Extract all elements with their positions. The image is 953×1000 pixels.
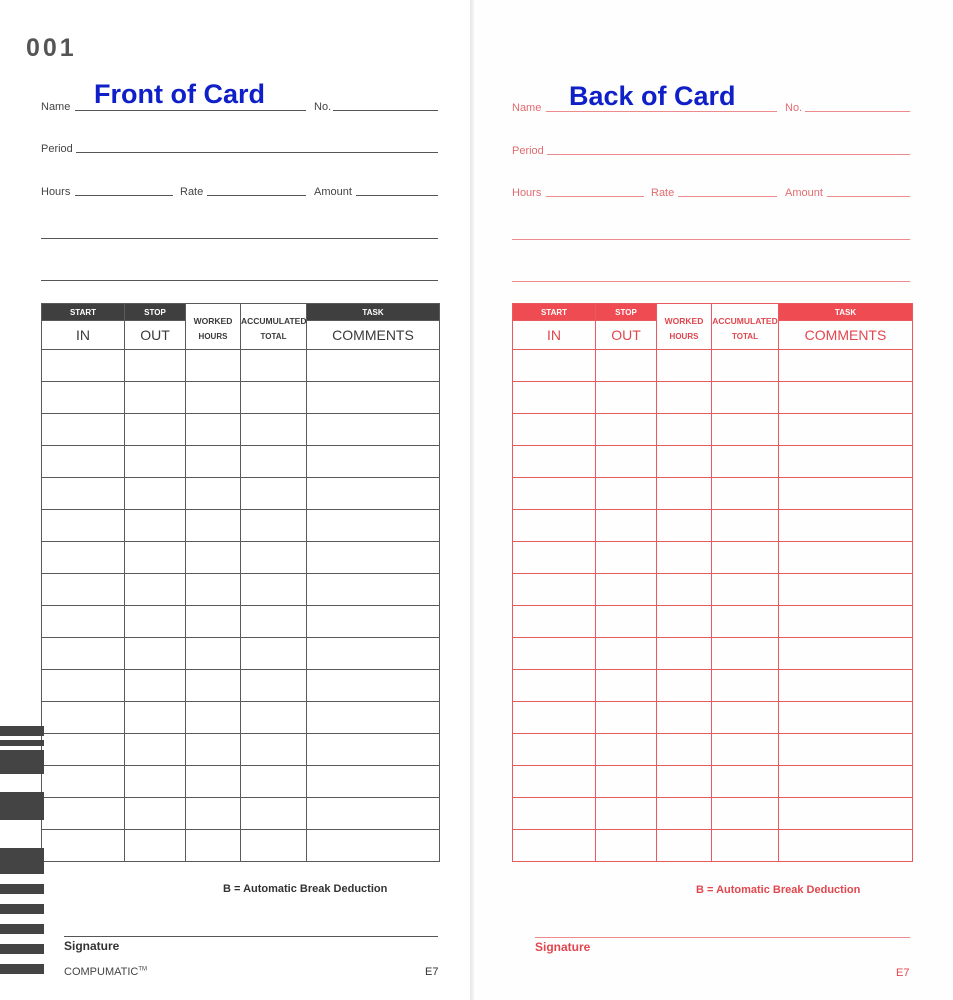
period-label: Period [512,145,544,157]
table-row [42,798,440,830]
hours-col-label: HOURS [669,332,699,341]
table-row [42,734,440,766]
time-cell [241,542,307,574]
out-header: OUT [125,321,186,350]
table-row [42,606,440,638]
time-cell [42,670,125,702]
hours-line [546,196,644,197]
form-code: E7 [425,966,439,978]
time-cell [779,606,913,638]
time-cell [513,542,596,574]
accumulated-label: ACCUMULATED [712,316,778,326]
time-cell [241,702,307,734]
no-label: No. [314,101,332,113]
time-cell [307,798,440,830]
time-cell [596,734,657,766]
table-row [513,606,913,638]
time-cell [186,606,241,638]
time-cell [186,734,241,766]
time-cell [241,798,307,830]
time-cell [186,542,241,574]
time-cell [657,510,712,542]
time-cell [307,670,440,702]
time-cell [657,446,712,478]
out-header: OUT [596,321,657,350]
accumulated-total-header [241,304,307,350]
time-cell [42,574,125,606]
time-cell [125,510,186,542]
time-cell [779,574,913,606]
amount-label: Amount [785,187,823,199]
blank-line-2 [512,281,910,282]
time-cell [307,478,440,510]
back-table-body [513,350,913,862]
time-cell [241,638,307,670]
total-col-label: TOTAL [260,332,287,341]
time-cell [779,542,913,574]
time-cell [779,670,913,702]
time-cell [186,350,241,382]
table-row [513,670,913,702]
time-cell [513,382,596,414]
form-code: E7 [896,967,910,979]
time-cell [712,734,779,766]
name-label: Name [41,101,71,113]
time-cell [241,574,307,606]
time-cell [241,446,307,478]
no-line [805,111,910,112]
time-cell [125,478,186,510]
time-cell [513,414,596,446]
table-row [42,350,440,382]
in-header: IN [513,321,596,350]
time-cell [241,606,307,638]
comments-header: COMMENTS [307,321,440,350]
signature-line [64,936,438,937]
time-cell [712,574,779,606]
stop-header: STOP [596,304,657,321]
task-header: TASK [307,304,440,321]
time-cell [307,830,440,862]
table-row [513,638,913,670]
time-cell [186,382,241,414]
front-time-table [41,303,440,862]
time-cell [241,414,307,446]
front-table-body [42,350,440,862]
time-cell [513,606,596,638]
stop-header: STOP [125,304,186,321]
time-cell [186,574,241,606]
table-row [513,734,913,766]
table-row [513,542,913,574]
period-label: Period [41,143,73,155]
time-cell [42,414,125,446]
time-cell [307,606,440,638]
time-cell [186,670,241,702]
worked-hours-header [186,304,241,350]
worked-label: WORKED [193,316,233,326]
time-cell [42,734,125,766]
time-cell [657,638,712,670]
hours-label: Hours [512,187,542,199]
time-cell [596,414,657,446]
time-cell [125,766,186,798]
table-row [42,830,440,862]
time-cell [125,702,186,734]
time-cell [241,766,307,798]
time-cell [186,766,241,798]
time-cell [513,446,596,478]
time-cell [241,350,307,382]
time-cell [241,734,307,766]
table-row [42,702,440,734]
time-cell [241,510,307,542]
time-cell [596,766,657,798]
time-cell [712,382,779,414]
name-label: Name [512,102,542,114]
time-cell [513,830,596,862]
amount-line [356,195,438,196]
serial-number: 001 [26,34,77,62]
time-cell [779,798,913,830]
time-cell [596,574,657,606]
amount-line [827,196,910,197]
time-cell [779,734,913,766]
time-cell [513,670,596,702]
time-cell [779,830,913,862]
time-cell [712,510,779,542]
rate-label: Rate [180,186,204,198]
time-cell [712,830,779,862]
time-cell [42,766,125,798]
time-cell [712,478,779,510]
table-row [42,542,440,574]
time-cell [657,830,712,862]
name-line [75,110,306,111]
time-cell [712,446,779,478]
time-cell [125,542,186,574]
table-row [42,510,440,542]
table-row [513,446,913,478]
comments-header: COMMENTS [779,321,913,350]
time-cell [307,542,440,574]
time-cell [657,478,712,510]
table-row [42,766,440,798]
time-cell [42,478,125,510]
no-label: No. [785,102,803,114]
time-cell [307,446,440,478]
period-line [547,154,910,155]
task-header: TASK [779,304,913,321]
time-cell [712,606,779,638]
table-row [513,350,913,382]
time-cell [779,478,913,510]
time-cell [712,542,779,574]
in-header: IN [42,321,125,350]
time-cell [779,510,913,542]
table-row [513,510,913,542]
time-cell [657,414,712,446]
time-cell [513,478,596,510]
worked-label: WORKED [664,316,704,326]
back-time-table [512,303,913,862]
time-cell [712,798,779,830]
time-cell [42,446,125,478]
time-cell [596,350,657,382]
time-cell [712,670,779,702]
table-row [42,446,440,478]
time-cell [596,702,657,734]
hours-line [75,195,173,196]
time-cell [513,734,596,766]
time-cell [186,830,241,862]
back-card-title: Back of Card [569,81,736,111]
time-cell [596,798,657,830]
total-col-label: TOTAL [732,332,758,341]
time-cell [596,830,657,862]
blank-line-1 [41,238,438,239]
time-cell [596,446,657,478]
time-cell [657,382,712,414]
table-row [513,414,913,446]
signature-label: Signature [535,940,591,954]
time-cell [779,382,913,414]
time-cell [42,702,125,734]
time-cell [596,638,657,670]
time-cell [125,798,186,830]
time-cell [779,446,913,478]
time-cell [657,606,712,638]
start-header: START [42,304,125,321]
time-cell [42,638,125,670]
time-cell [125,382,186,414]
name-line [546,111,777,112]
time-cell [125,670,186,702]
time-cell [779,638,913,670]
table-row [513,382,913,414]
time-cell [596,606,657,638]
no-line [333,110,438,111]
time-cell [42,350,125,382]
time-cell [42,830,125,862]
table-row [513,798,913,830]
time-cell [125,446,186,478]
time-cell [42,542,125,574]
time-cell [513,574,596,606]
table-row [513,830,913,862]
signature-line [535,937,910,938]
brand-name: COMPUMATIC™ [64,966,148,978]
time-cell [596,542,657,574]
front-card-title: Front of Card [94,79,265,109]
time-cell [125,350,186,382]
time-cell [307,350,440,382]
time-cell [186,638,241,670]
time-cell [657,542,712,574]
table-row [42,574,440,606]
time-cell [241,830,307,862]
time-cell [42,798,125,830]
time-cell [657,702,712,734]
time-cell [42,510,125,542]
time-cell [186,446,241,478]
time-cell [657,798,712,830]
time-cell [779,766,913,798]
time-cell [125,606,186,638]
table-row [513,766,913,798]
back-card [474,0,953,1000]
rate-line [678,196,777,197]
time-cell [596,382,657,414]
time-cell [657,350,712,382]
time-cell [712,766,779,798]
time-cell [779,414,913,446]
break-deduction-note: B = Automatic Break Deduction [223,883,388,895]
time-cell [125,638,186,670]
table-row [42,414,440,446]
table-row [42,382,440,414]
table-row [42,638,440,670]
rate-line [207,195,306,196]
time-cell [125,574,186,606]
start-header: START [513,304,596,321]
accumulated-total-header [712,304,779,350]
time-cell [596,510,657,542]
time-cell [513,702,596,734]
time-cell [596,478,657,510]
hours-label: Hours [41,186,71,198]
time-cell [657,670,712,702]
time-cell [513,350,596,382]
time-cell [779,350,913,382]
time-cell [241,670,307,702]
time-cell [125,830,186,862]
time-cell [513,766,596,798]
time-cell [125,734,186,766]
amount-label: Amount [314,186,352,198]
time-cell [779,702,913,734]
time-cell [712,414,779,446]
time-cell [241,478,307,510]
time-cell [513,638,596,670]
time-cell [712,638,779,670]
hours-col-label: HOURS [198,332,228,341]
time-cell [42,382,125,414]
time-cell [307,734,440,766]
blank-line-1 [512,239,910,240]
time-cell [307,510,440,542]
time-cell [712,350,779,382]
time-cell [186,798,241,830]
table-row [513,478,913,510]
time-cell [186,702,241,734]
period-line [76,152,438,153]
blank-line-2 [41,280,438,281]
time-cell [186,414,241,446]
time-cell [241,382,307,414]
time-cell [657,766,712,798]
table-row [513,702,913,734]
time-cell [307,382,440,414]
time-cell [307,638,440,670]
time-cell [307,702,440,734]
accumulated-label: ACCUMULATED [241,316,307,326]
time-cell [186,510,241,542]
table-row [513,574,913,606]
front-card [0,0,470,1000]
time-cell [596,670,657,702]
time-cell [513,798,596,830]
time-cell [513,510,596,542]
break-deduction-note: B = Automatic Break Deduction [696,884,861,896]
table-row [42,478,440,510]
time-cell [125,414,186,446]
time-cell [186,478,241,510]
time-cell [712,702,779,734]
time-cell [307,766,440,798]
rate-label: Rate [651,187,675,199]
time-cell [42,606,125,638]
time-cell [307,574,440,606]
table-row [42,670,440,702]
worked-hours-header [657,304,712,350]
time-cell [657,734,712,766]
time-cell [307,414,440,446]
time-cell [657,574,712,606]
signature-label: Signature [64,939,120,953]
